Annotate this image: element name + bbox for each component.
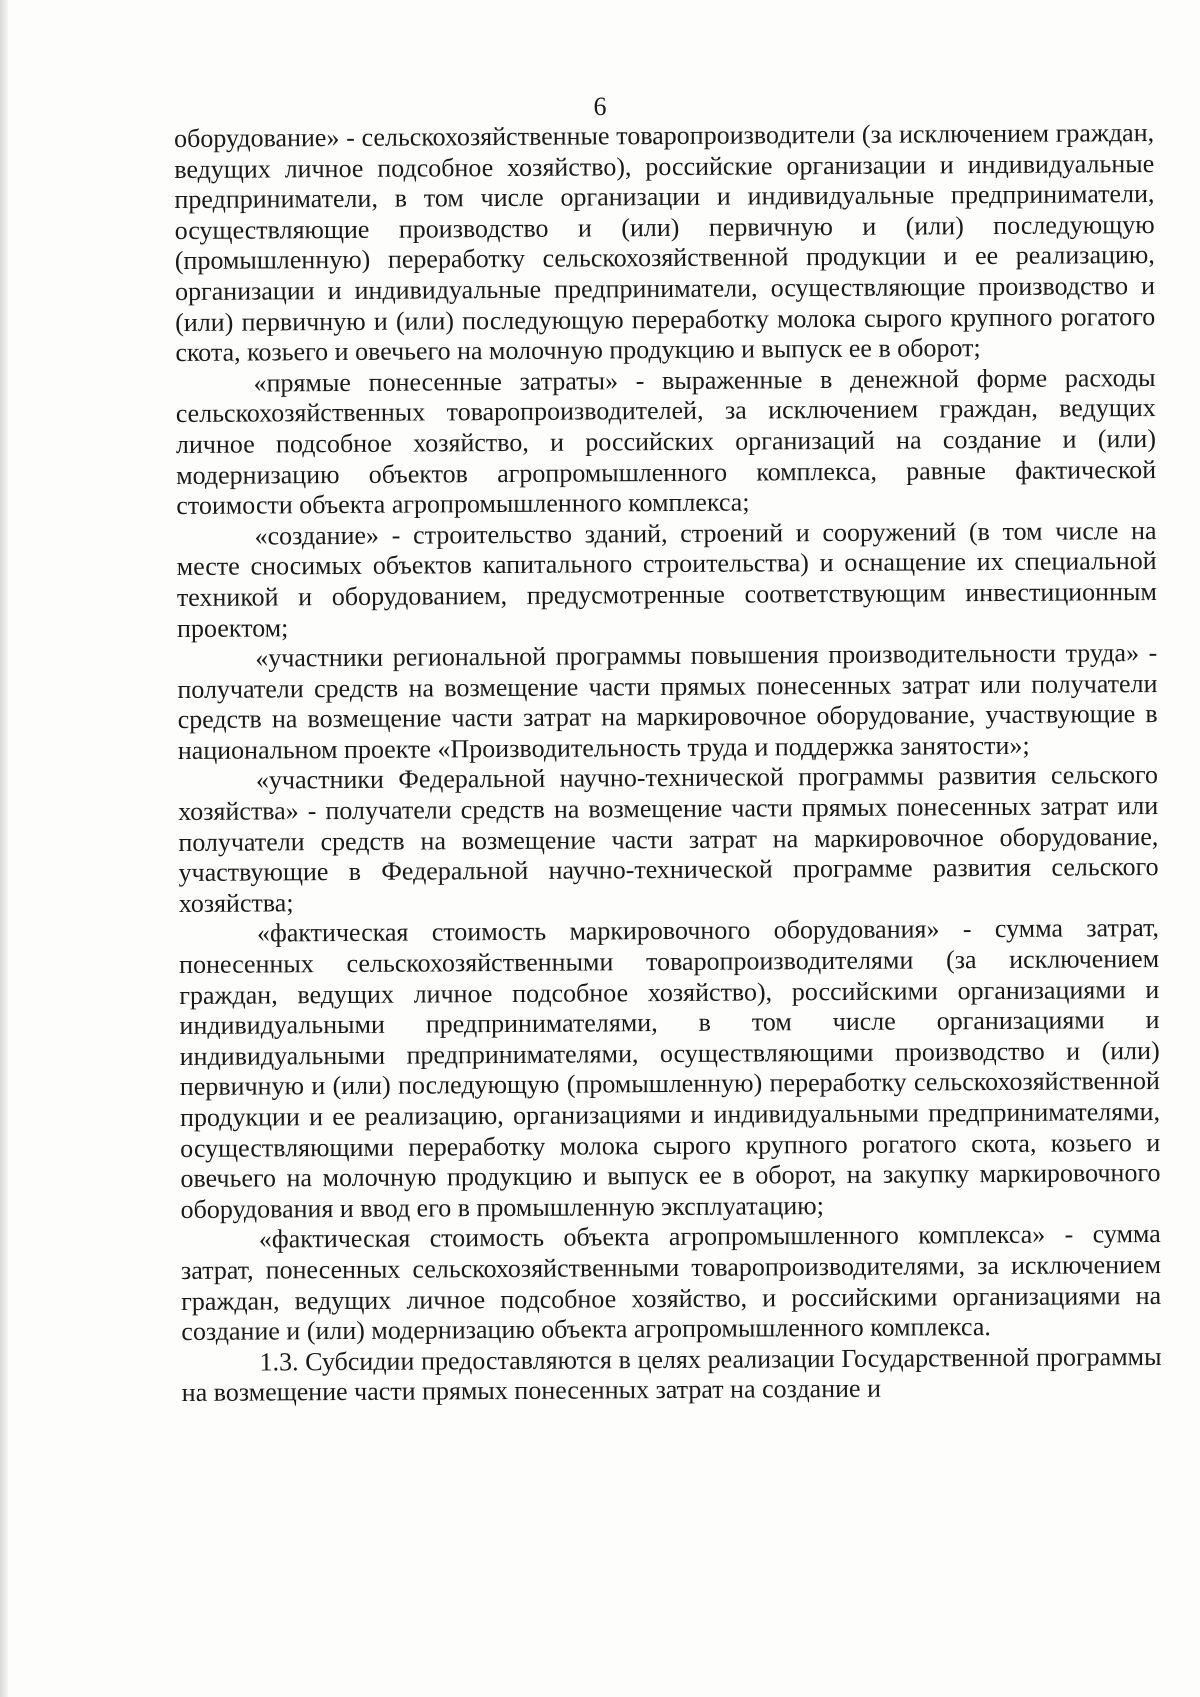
paragraph-clause-1-3: 1.3. Субсидии предоставляются в целях реализации Государственной программы на возмещение части прямых понесенных затрат на создание и — [181, 1341, 1162, 1408]
paragraph-continued-definition: оборудование» - сельскохозяйственные товаропроизводители (за исключением граждан, ведущих личное подсобное хозяйство), российские организации и индивидуальные предприниматели, в том числе организации и индивидуальные предприниматели, осуществляющие производство и (или) первичную и (или) последующую (промышленную) переработку сельскохозяйственной продукции и ее реализацию, организации и индивидуальные предприниматели, осуществляющие производство и (или) первичную и (или) последующую переработку молока сырого крупного рогатого скота, козьего и овечьего на молочную продукцию и выпуск ее в оборот; — [174, 118, 1156, 368]
paragraph-productivity-participants-definition: «участники региональной программы повышения производительности труда» - получатели средств на возмещение части прямых понесенных затрат или получатели средств на возмещение части затрат на маркировочное оборудование, участвующие в национальном проекте «Производительность труда и поддержка занятости»; — [177, 638, 1158, 765]
paragraph-direct-costs-definition: «прямые понесенные затраты» - выраженные в денежной форме расходы сельскохозяйственных товаропроизводителей, за исключением граждан, ведущих личное подсобное хозяйство, и российских организаций на создание и (или) модернизацию объектов агропромышленного комплекса, равные фактической стоимости объекта агропромышленного комплекса; — [175, 362, 1157, 521]
scan-edge — [0, 0, 8, 1697]
document-body — [174, 118, 1162, 1409]
paragraph-creation-definition: «создание» - строительство зданий, строений и сооружений (в том числе на месте сносимых объектов капитального строительства) и оснащение их специальной техникой и оборудованием, предусмотренные соответствующим инвестиционным проектом; — [176, 515, 1157, 643]
paragraph-agro-object-cost-definition: «фактическая стоимость объекта агропромышленного комплекса» - сумма затрат, понесенных сельскохозяйственными товаропроизводителями, за исключением граждан, ведущих личное подсобное хозяйство, и российскими организациями на создание и (или) модернизацию объекта агропромышленного комплекса. — [180, 1219, 1162, 1347]
paragraph-federal-program-participants-definition: «участники Федеральной научно-технической программы развития сельского хозяйства» - получатели средств на возмещение части прямых понесенных затрат или получатели средств на возмещение части затрат на маркировочное оборудование, участвующие в Федеральной научно-технической программе развития сельского хозяйства; — [178, 760, 1159, 918]
paragraph-marking-equipment-cost-definition: «фактическая стоимость маркировочного оборудования» - сумма затрат, понесенных сельскохозяйственными товаропроизводителями (за исключением граждан, ведущих личное подсобное хозяйство), российскими организациями и индивидуальными предпринимателями, в том числе организациями и индивидуальными предпринимателями, осуществляющими производство и (или) первичную и (или) последующую (промышленную) переработку сельскохозяйственной продукции и ее реализацию, организациями и индивидуальными предпринимателями, осуществляющими переработку молока сырого крупного рогатого скота, козьего и овечьего на молочную продукцию и выпуск ее в оборот, на закупку маркировочного оборудования и ввод его в промышленную эксплуатацию; — [179, 913, 1161, 1224]
page-number: 6 — [593, 92, 607, 121]
